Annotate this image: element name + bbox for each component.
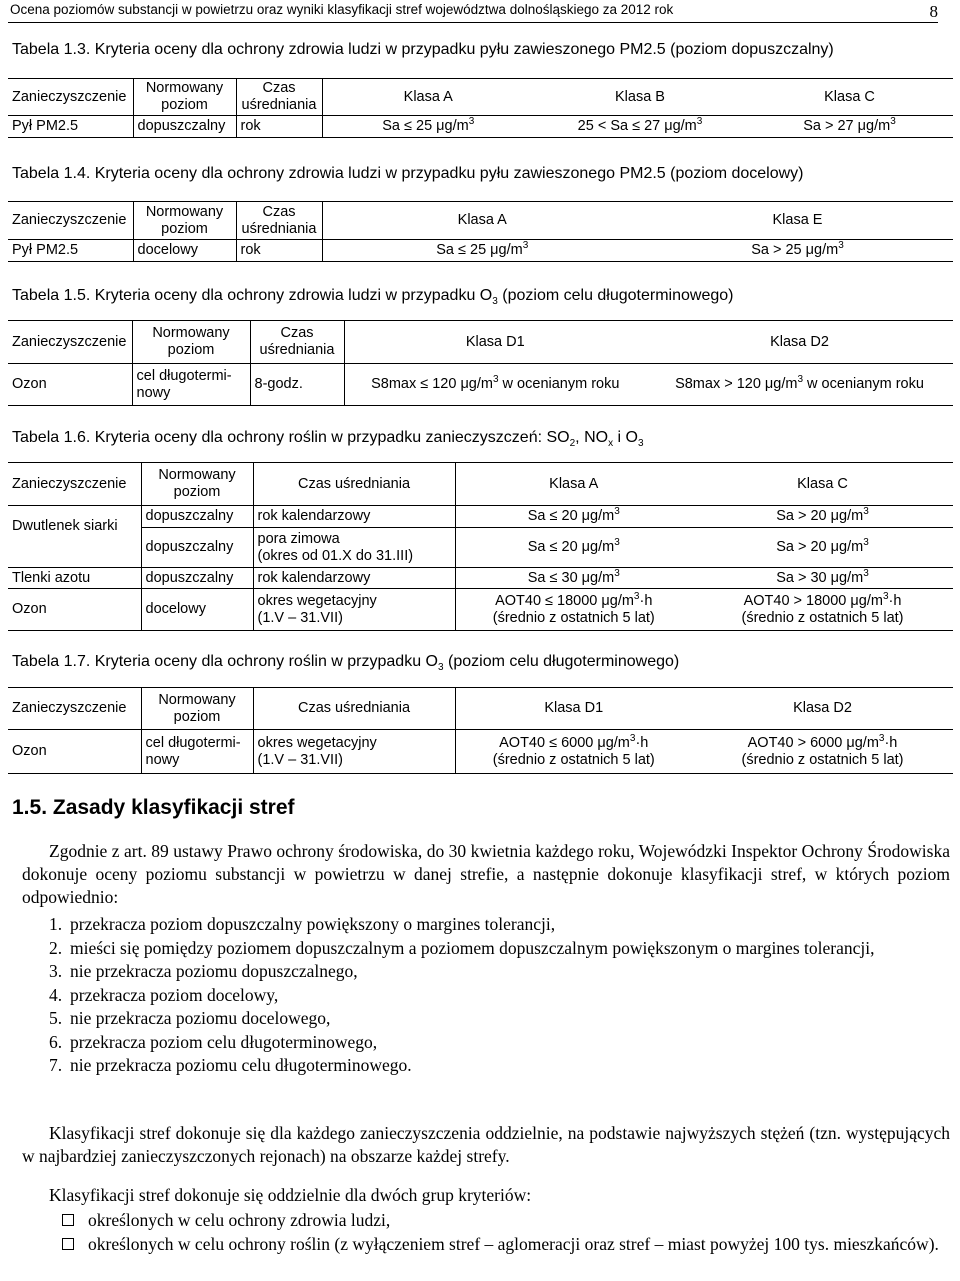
list-item: 4. przekracza poziom docelowy, [49, 984, 279, 1005]
paragraph-intro: Zgodnie z art. 89 ustawy Prawo ochrony środowiska, do 30 kwietnia każdego roku, Wojewódzki Inspektor Ochrony Środowiska dokonuje oceny poziomu substancji w powietrzu w danej strefie, a następnie dokonuje klasyfikacji stref, w których poziom odpowiednio: [22, 841, 950, 907]
table-row: dopuszczalny pora zimowa (okres od 01.X do 31.III) Sa ≤ 20 $\mu g/m^3$ Sa > 20 $\mu g/m^3$ [8, 528, 953, 568]
table-1-3 [8, 78, 953, 138]
table-1-5: Zanieczyszczenie Normowany poziom Czas uśredniania Klasa D1 Klasa D2 Ozon cel długotermi- nowy 8-godz. S8max ≤ 120 $\mu g/m^3$ w ocenianym roku S8max > 120 $\mu g/m^3$ w ocenianym roku [8, 320, 953, 406]
table-row: Pył PM2.5 dopuszczalny rok Sa ≤ 25 $\mu g/m^3$ 25 < Sa ≤ 27 $\mu g/m^3$ Sa > 27 $\mu g/m^3$ [8, 116, 953, 138]
th-class-b: Klasa B [534, 79, 746, 116]
list-item: 7. nie przekracza poziomu celu długoterminowego. [49, 1055, 412, 1075]
table-row: Dwutlenek siarki dopuszczalny rok kalendarzowy Sa ≤ 20 $\mu g/m^3$ Sa > 20 $\mu g/m^3$ [8, 506, 953, 528]
checkbox-bullet-icon [62, 1238, 74, 1250]
table-1-3-caption: Tabela 1.3. Kryteria oceny dla ochrony zdrowia ludzi w przypadku pyłu zawieszonego PM2.5 (poziom dopuszczalny) [12, 41, 834, 58]
header-title: Ocena poziomów substancji w powietrzu oraz wyniki klasyfikacji stref województwa dolnośląskiego za 2012 rok [10, 2, 674, 17]
list-item: 3. nie przekracza poziomu dopuszczalnego, [49, 961, 358, 981]
list-item: określonych w celu ochrony zdrowia ludzi, [22, 1209, 950, 1233]
table-row: Ozon cel długotermi- nowy okres wegetacyjny (1.V – 31.VII) AOT40 ≤ 6000 $\mu g/m^3\cdot h$ (średnio z ostatnich 5 lat) AOT40 > 6000 $\mu g/m^3\cdot h$ (średnio z ostatnich 5 lat) [8, 730, 953, 774]
checkbox-bullet-icon [62, 1214, 74, 1226]
table-row: Pył PM2.5 docelowy rok Sa ≤ 25 $\mu g/m^3$ Sa > 25 $\mu g/m^3$ [8, 240, 953, 262]
th-level: Normowany poziom [133, 79, 236, 116]
th-pollutant: Zanieczyszczenie [8, 79, 133, 116]
th-class-a: Klasa A [322, 79, 534, 116]
table-1-6: Zanieczyszczenie Normowany poziom Czas uśredniania Klasa A Klasa C Dwutlenek siarki dopuszczalny rok kalendarzowy Sa ≤ 20 $\mu g/m^3$ Sa > 20 $\mu g/m^3$ dopuszczalny pora zimowa (okres od 01.X do 31.III) Sa ≤ 20 $\mu g/m^3$ Sa > 20 $\mu g/m^3$ Tlenki azotu dopuszczalny rok kalendarzowy Sa ≤ 30 $\mu g/m^3$ Sa > 30 $\mu g/m^3$ Ozon docelowy okres wegetacyjny (1.V – 31.VII) AOT40 ≤ 18000 $\mu g/m^3\cdot h$ (średnio z ostatnich 5 lat) AOT40 > 18000 $\mu g/m^3\cdot h$ (średnio z ostatnich 5 lat) [8, 462, 953, 631]
page-number: 8 [929, 2, 938, 21]
table-row: Ozon cel długotermi- nowy 8-godz. S8max ≤ 120 $\mu g/m^3$ w ocenianym roku S8max > 120 $\mu g/m^3$ w ocenianym roku [8, 364, 953, 406]
list-item: 5. nie przekracza poziomu docelowego, [49, 1008, 331, 1028]
list-item: 6. przekracza poziom celu długoterminowego, [49, 1031, 378, 1052]
table-1-7: Zanieczyszczenie Normowany poziom Czas uśredniania Klasa D1 Klasa D2 Ozon cel długotermi- nowy okres wegetacyjny (1.V – 31.VII) AOT40 ≤ 6000 $\mu g/m^3\cdot h$ (średnio z ostatnich 5 lat) AOT40 > 6000 $\mu g/m^3\cdot h$ (średnio z ostatnich 5 lat) [8, 687, 953, 774]
list-item: 2. mieści się pomiędzy poziomem dopuszczalnym a poziomem dopuszczalnym powiększonym o margines tolerancji, [49, 937, 875, 958]
table-1-7-caption: Tabela 1.7. Kryteria oceny dla ochrony roślin w przypadku $O_3$ (poziom celu długoterminowego) [12, 653, 680, 674]
table-row: Ozon docelowy okres wegetacyjny (1.V – 31.VII) AOT40 ≤ 18000 $\mu g/m^3\cdot h$ (średnio z ostatnich 5 lat) AOT40 > 18000 $\mu g/m^3\cdot h$ (średnio z ostatnich 5 lat) [8, 589, 953, 631]
th-avg-time: Czas uśredniania [236, 79, 322, 116]
classification-list [22, 913, 950, 1078]
section-title: 1.5. Zasady klasyfikacji stref [12, 796, 295, 819]
table-1-4-caption: Tabela 1.4. Kryteria oceny dla ochrony zdrowia ludzi w przypadku pyłu zawieszonego PM2.5 (poziom docelowy) [12, 165, 804, 182]
th-class-c: Klasa C [746, 79, 953, 116]
table-1-5-caption: Tabela 1.5. Kryteria oceny dla ochrony zdrowia ludzi w przypadku $O_3$ (poziom celu długoterminowego) [12, 287, 734, 308]
list-item: określonych w celu ochrony roślin (z wyłączeniem stref – aglomeracji oraz stref – miast powyżej 100 tys. mieszkańców). [22, 1233, 950, 1257]
list-item: 1. przekracza poziom dopuszczalny powiększony o margines tolerancji, [49, 914, 556, 934]
criteria-bullets [22, 1209, 950, 1256]
table-row: Tlenki azotu dopuszczalny rok kalendarzowy Sa ≤ 30 $\mu g/m^3$ Sa > 30 $\mu g/m^3$ [8, 568, 953, 589]
table-1-6-caption: Tabela 1.6. Kryteria oceny dla ochrony roślin w przypadku zanieczyszczeń: $SO_2$, $NO_x$ i $O_3$ [12, 429, 644, 450]
page-header [8, 0, 938, 23]
paragraph-highest-concentrations: Klasyfikacji stref dokonuje się dla każdego zanieczyszczenia oddzielnie, na podstawie najwyższych stężeń (tzn. występujących w najbardziej zanieczyszczonych rejonach) na obszarze każdej strefy. [22, 1123, 950, 1166]
table-1-4: Zanieczyszczenie Normowany poziom Czas uśredniania Klasa A Klasa E Pył PM2.5 docelowy rok Sa ≤ 25 $\mu g/m^3$ Sa > 25 $\mu g/m^3$ [8, 201, 953, 262]
paragraph-criteria-groups: Klasyfikacji stref dokonuje się oddzielnie dla dwóch grup kryteriów: [49, 1185, 532, 1205]
